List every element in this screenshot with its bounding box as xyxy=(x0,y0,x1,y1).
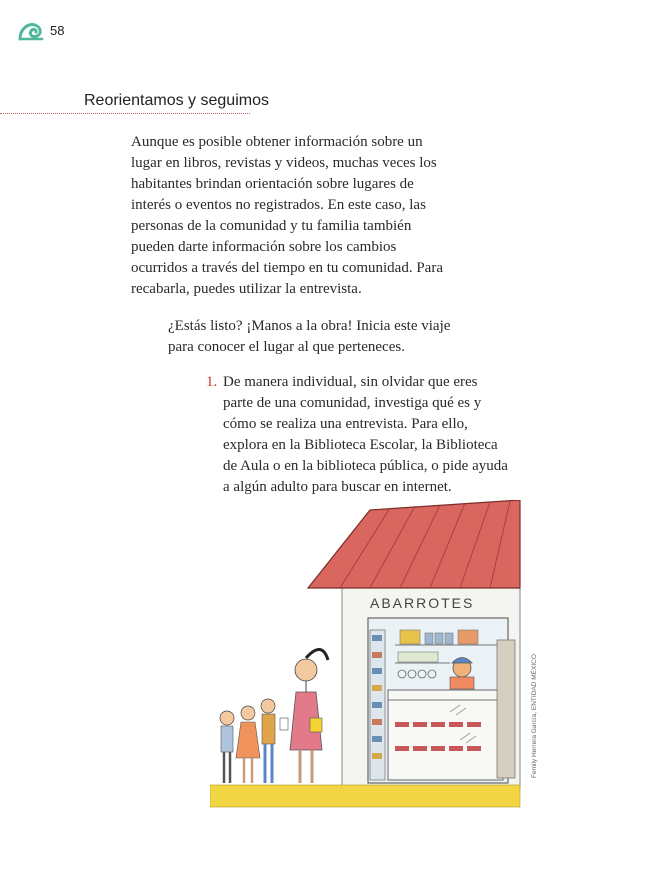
list-item-text: De manera individual, sin olvidar que eres parte de una comunidad, investiga qué es y cómo se realiza una entrevista. Para ello, explora en la Biblioteca Escolar, la Biblioteca de Aula o en la biblioteca pública, o pide ayuda a algún adulto para buscar en internet. xyxy=(223,374,508,495)
section-title: Reorientamos y seguimos xyxy=(84,92,269,109)
list-item-number: 1. xyxy=(206,374,218,390)
illustration-credit: Femily Herrera García, ENTIDAD MÉXICO xyxy=(531,654,538,778)
intro-paragraph: Aunque es posible obtener información sobre un lugar en libros, revistas y videos, muchas veces los habitantes brindan orientación sobre lugares de interés o eventos no registrados. En este caso, las personas de la comunidad y tu familia también pueden darte información sobre los cambios ocurridos a través del tiempo en tu comunidad. Para recabarla, puedes utilizar la entrevista. xyxy=(131,134,443,297)
spiral-logo-icon xyxy=(18,21,44,41)
title-divider xyxy=(0,113,250,114)
call-to-action-paragraph: ¿Estás listo? ¡Manos a la obra! Inicia este viaje para conocer el lugar al que perteneces. xyxy=(168,318,451,355)
store-sign: ABARROTES xyxy=(370,595,475,611)
store-illustration xyxy=(210,500,525,822)
page-number: 58 xyxy=(50,23,65,38)
